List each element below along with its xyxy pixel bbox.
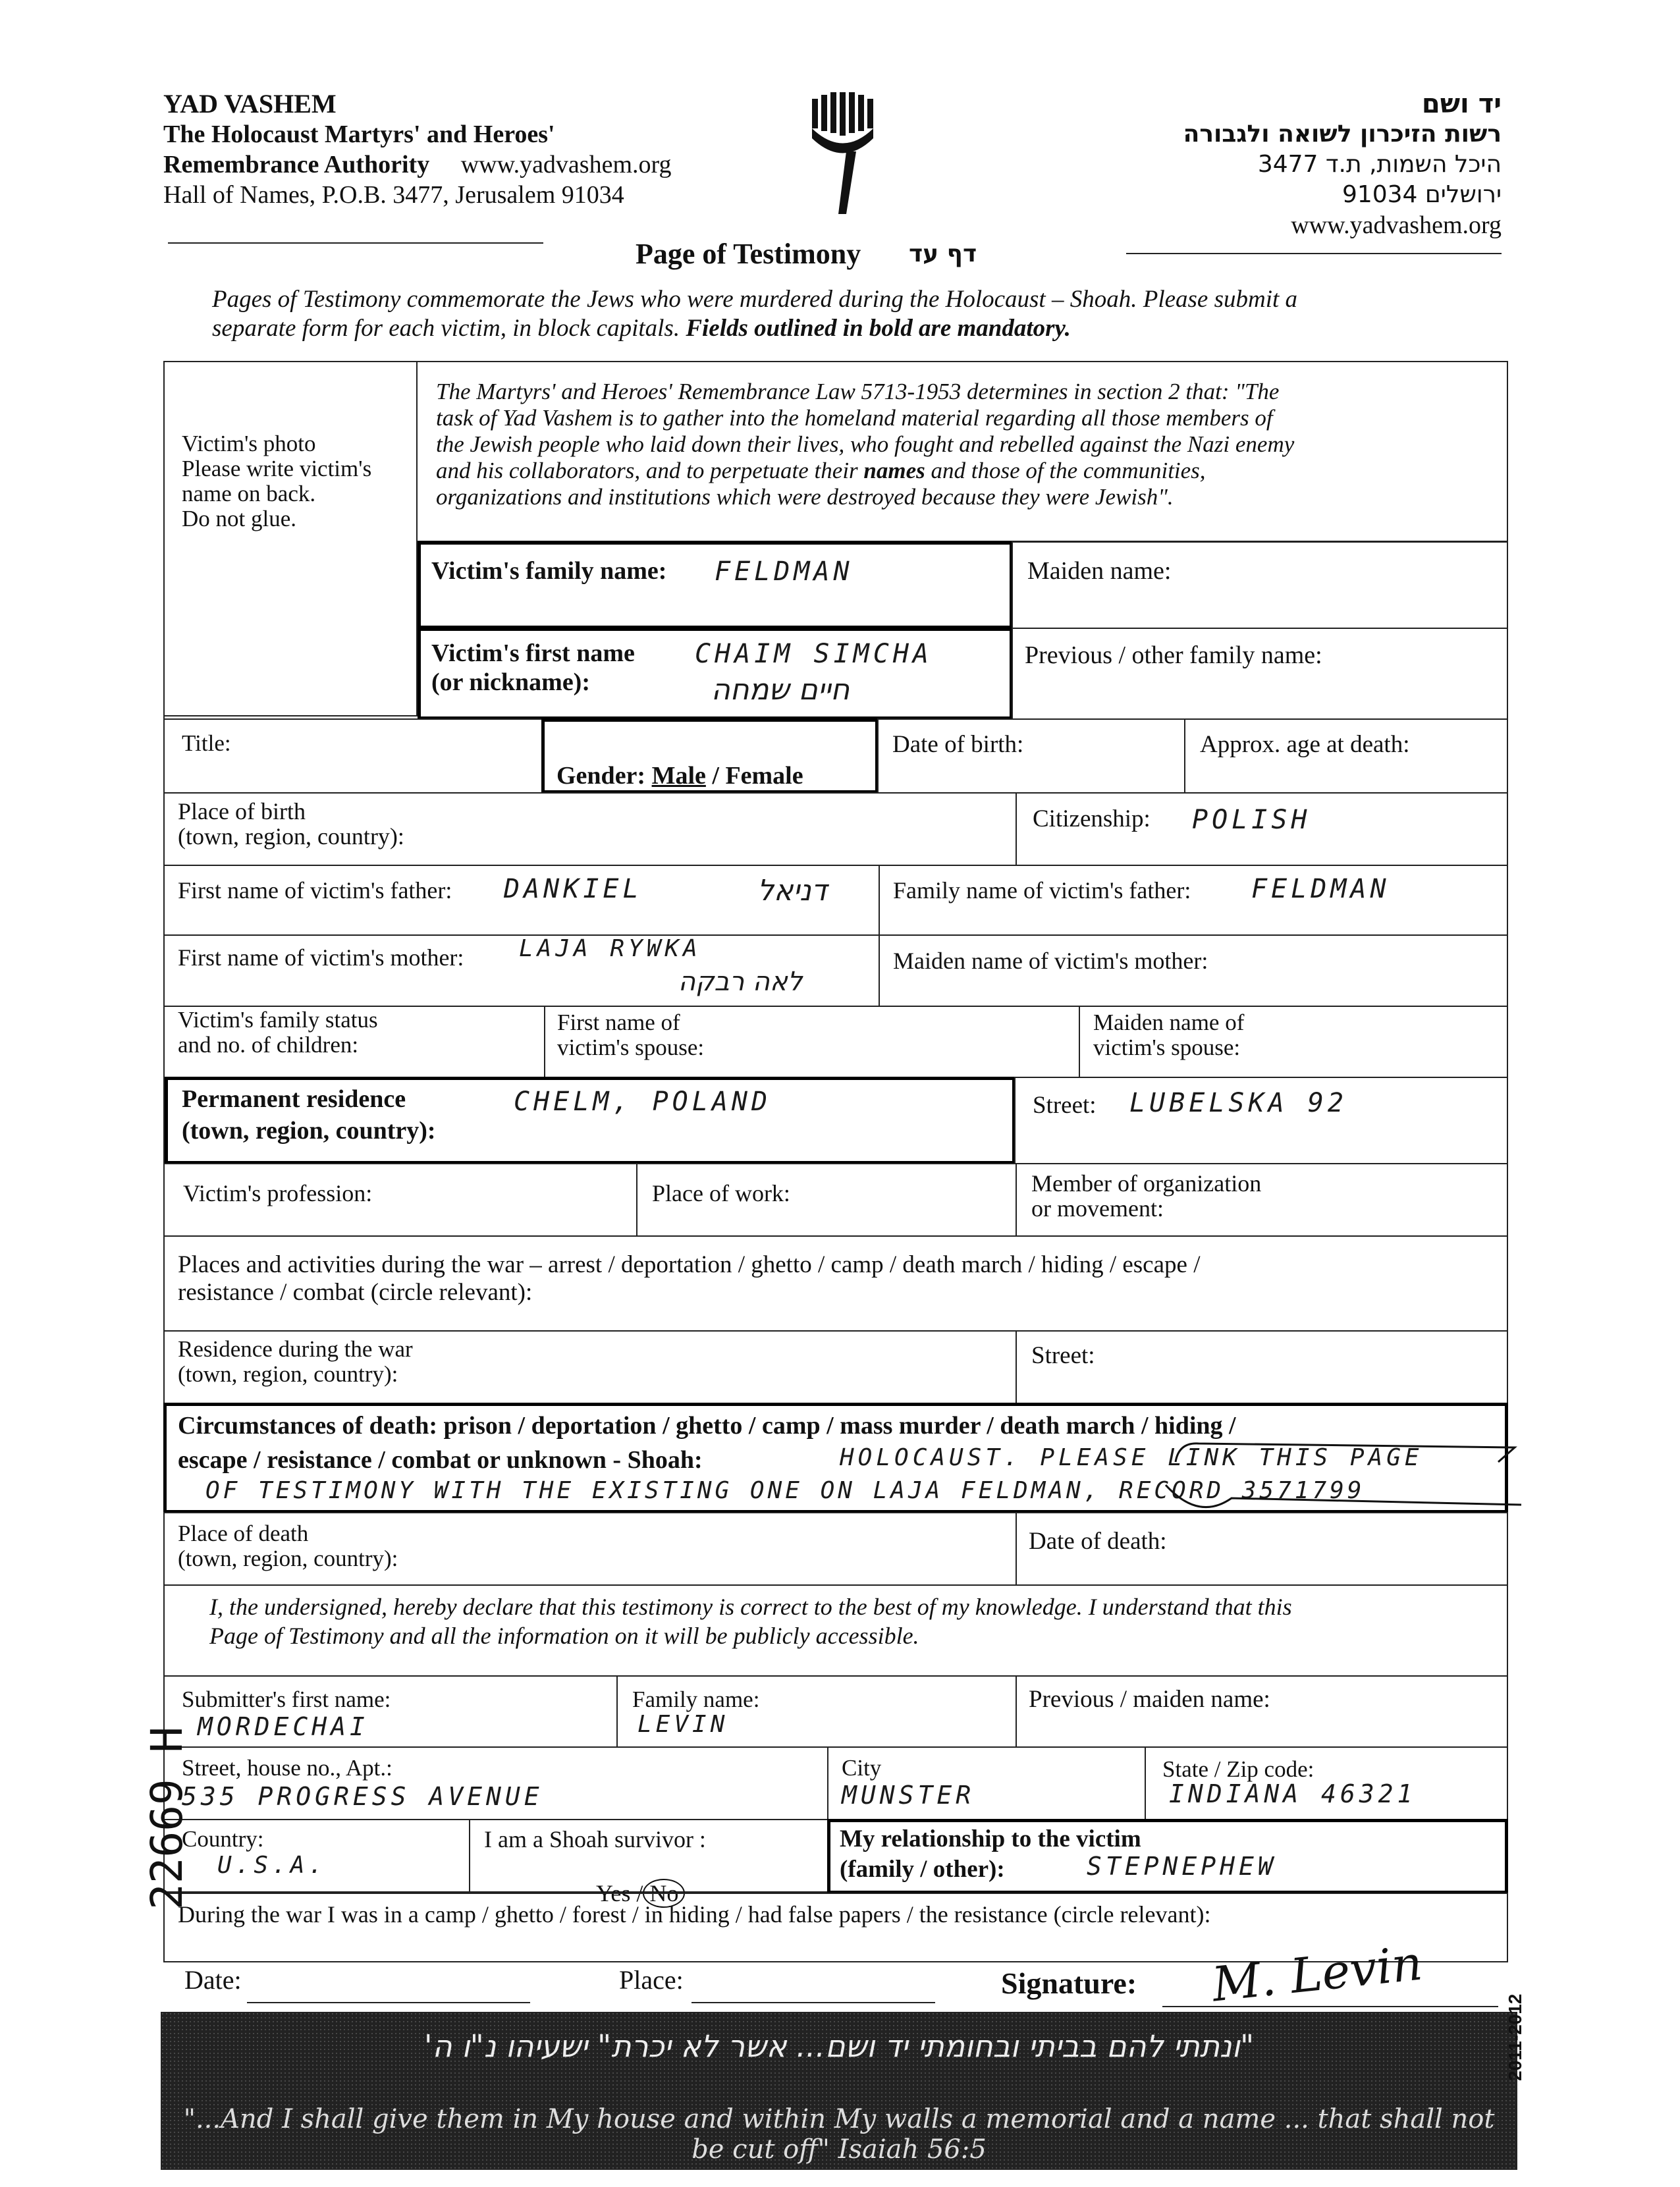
survivor-yes[interactable]: Yes / (596, 1880, 643, 1906)
website-link[interactable]: www.yadvashem.org (460, 151, 672, 178)
submitter-city-value: MUNSTER (842, 1781, 975, 1810)
header-rule-left (168, 242, 543, 244)
submitter-family-label: Family name: (632, 1687, 760, 1712)
gender-label: Gender: Male / Female (556, 762, 803, 790)
submitter-family-value: LEVIN (637, 1711, 729, 1738)
mother-first-hebrew: לאה רבקה (678, 967, 803, 997)
intro-text (212, 285, 1503, 343)
dob-label: Date of birth: (892, 731, 1024, 758)
signature-value: M. Levin (1209, 1935, 1425, 2012)
mother-first-label: First name of victim's mother: (178, 944, 464, 971)
website-link-he[interactable]: www.yadvashem.org (1291, 211, 1502, 239)
circumstances-label-line1: Circumstances of death: prison / deportation / ghetto / camp / mass murder / death march / hiding / (178, 1412, 1236, 1440)
place-line[interactable] (691, 2002, 935, 2003)
org-line2: The Holocaust Martyrs' and Heroes' (163, 121, 555, 148)
mother-maiden-label: Maiden name of victim's mother: (893, 948, 1208, 974)
father-family-value: FELDMAN (1251, 874, 1390, 904)
submitter-first-label: Submitter's first name: (182, 1687, 391, 1712)
residence-label: Permanent residence (town, region, country): (182, 1085, 436, 1145)
first-name-value: CHAIM SIMCHA (695, 639, 933, 669)
first-name-label: Victim's first name (or nickname): (431, 639, 635, 696)
org-header-he (1067, 89, 1502, 240)
submitter-previous-label: Previous / maiden name: (1029, 1686, 1270, 1713)
photo-instructions: Victim's photo Please write victim's name on back. Do not glue. (182, 431, 372, 531)
profession-label: Victim's profession: (183, 1180, 373, 1206)
survivor-no[interactable]: No (643, 1879, 685, 1908)
member-label: Member of organization or movement: (1031, 1170, 1262, 1222)
declaration-text: I, the undersigned, hereby declare that this testimony is correct to the best of my knowledge. I understand that this Page of Testimony and all the information on it will be publicly accessible. (209, 1594, 1292, 1649)
footer-banner (161, 2012, 1517, 2170)
war-residence-label: Residence during the war (town, region, country): (178, 1336, 413, 1387)
org-line3: Remembrance Authority www.yadvashem.org (163, 151, 672, 178)
street-value: LUBELSKA 92 (1129, 1088, 1347, 1118)
org-address: Hall of Names, P.O.B. 3477, Jerusalem 91034 (163, 181, 624, 209)
street-label: Street: (1033, 1092, 1097, 1119)
spouse-first-label: First name of victim's spouse: (557, 1010, 705, 1060)
circumstances-value-line2: OF TESTIMONY WITH THE EXISTING ONE ON LAJA FELDMAN, RECORD 3571799 (205, 1477, 1365, 1504)
maiden-name-label: Maiden name: (1027, 557, 1172, 585)
submitter-city-label: City (842, 1755, 882, 1781)
residence-value: CHELM, POLAND (514, 1087, 772, 1117)
submitter-first-value: MORDECHAI (198, 1712, 369, 1741)
father-first-label: First name of victim's father: (178, 877, 452, 904)
page-title-he: דף עד (909, 240, 977, 267)
during-war-label: During the war I was in a camp / ghetto / forest / in hiding / had false papers / the resistance (circle relevant): (178, 1901, 1211, 1928)
father-family-label: Family name of victim's father: (893, 877, 1191, 904)
org-line4-he: ירושלים 91034 (1341, 181, 1502, 208)
intro-line1: Pages of Testimony commemorate the Jews who were murdered during the Holocaust – Shoah. Please submit a (212, 286, 1298, 313)
org-line3-he: היכל השמות, ת.ד 3477 (1257, 151, 1502, 178)
submitter-street-label: Street, house no., Apt.: (182, 1755, 393, 1781)
father-first-hebrew: דניאל (757, 874, 827, 907)
age-label: Approx. age at death: (1200, 731, 1410, 758)
signature-line[interactable] (1162, 2006, 1498, 2007)
law-text: The Martyrs' and Heroes' Remembrance Law 5713-1953 determines in section 2 that: "The task of Yad Vashem is to gather into the homeland material regarding all those members of the Jewish people who laid down their lives, who fought and rebelled against the Nazi enemy and his collaborators, and to perpetuate their names and those of the communities, organizations and institutions which were destroyed because they were Jewish". (436, 379, 1295, 510)
mother-first-value: LAJA RYWKA (519, 935, 701, 962)
margin-record-number: 22669 H (142, 1726, 192, 1910)
org-name-he: יד ושם (1421, 89, 1502, 119)
circumstances-value-line1: HOLOCAUST. PLEASE LINK THIS PAGE (840, 1444, 1423, 1471)
father-first-value: DANKIEL (504, 874, 643, 904)
org-name: YAD VASHEM (163, 89, 337, 119)
submitter-country-label: Country: (182, 1826, 264, 1852)
photo-box[interactable] (163, 361, 418, 716)
place-of-death-label: Place of death (town, region, country): (178, 1521, 398, 1571)
maiden-name-field[interactable] (1012, 541, 1508, 629)
first-name-hebrew: חיים שמחה (711, 673, 850, 707)
org-line2-he: רשות הזיכרון לשואה ולגבורה (1183, 121, 1502, 148)
pob-label: Place of birth (town, region, country): (178, 798, 404, 850)
relationship-value: STEPNEPHEW (1087, 1852, 1277, 1881)
intro-line2: separate form for each victim, in block capitals. Fields outlined in bold are mandatory. (212, 315, 1071, 342)
header-rule-right (1126, 253, 1502, 254)
submitter-state-label: State / Zip code: (1162, 1756, 1314, 1782)
gender-male[interactable]: Male (651, 762, 706, 790)
citizenship-value: POLISH (1192, 805, 1311, 835)
org-header-en (163, 89, 756, 210)
footer-hebrew-quote: "ונתתי להם בביתי ובחומתי יד ושם... אשר לא יכרת" ישעיהו נ"ו ה' (423, 2028, 1255, 2064)
war-street-label: Street: (1031, 1342, 1095, 1369)
previous-name-label: Previous / other family name: (1025, 641, 1322, 669)
work-label: Place of work: (652, 1180, 790, 1206)
date-label: Date: (184, 1965, 242, 1995)
submitter-street-value: 535 PROGRESS AVENUE (182, 1782, 543, 1811)
date-of-death-label: Date of death: (1029, 1528, 1167, 1555)
submitter-state-value: INDIANA 46321 (1169, 1779, 1417, 1808)
footer-english-quote: "...And I shall give them in My house and within My walls a memorial and a name ... that shall not be cut off" Isaiah 56:5 (183, 2104, 1495, 2165)
signature-label: Signature: (1001, 1966, 1137, 2000)
places-activities-label: Places and activities during the war – arrest / deportation / ghetto / camp / death march / hiding / escape / resistance / combat (circle relevant): (178, 1251, 1201, 1306)
circumstances-label-line2: escape / resistance / combat or unknown - Shoah: (178, 1446, 703, 1474)
menorah-logo (807, 92, 879, 217)
gender-female[interactable]: Female (725, 762, 803, 790)
family-name-value: FELDMAN (715, 556, 854, 587)
citizenship-label: Citizenship: (1033, 805, 1151, 832)
survivor-label: I am a Shoah survivor : (484, 1826, 706, 1852)
page-title: Page of Testimony (636, 238, 861, 270)
submitter-country-value: U.S.A. (217, 1852, 327, 1879)
date-line[interactable] (247, 2002, 530, 2003)
family-status-label: Victim's family status and no. of children: (178, 1007, 378, 1058)
edition-year: 2011-2012 (1505, 1993, 1525, 2081)
spouse-maiden-label: Maiden name of victim's spouse: (1093, 1010, 1245, 1060)
relationship-label: My relationship to the victim (family / other): (840, 1825, 1141, 1883)
family-name-label: Victim's family name: (431, 557, 667, 585)
title-label: Title: (182, 730, 231, 756)
place-label: Place: (619, 1965, 684, 1995)
